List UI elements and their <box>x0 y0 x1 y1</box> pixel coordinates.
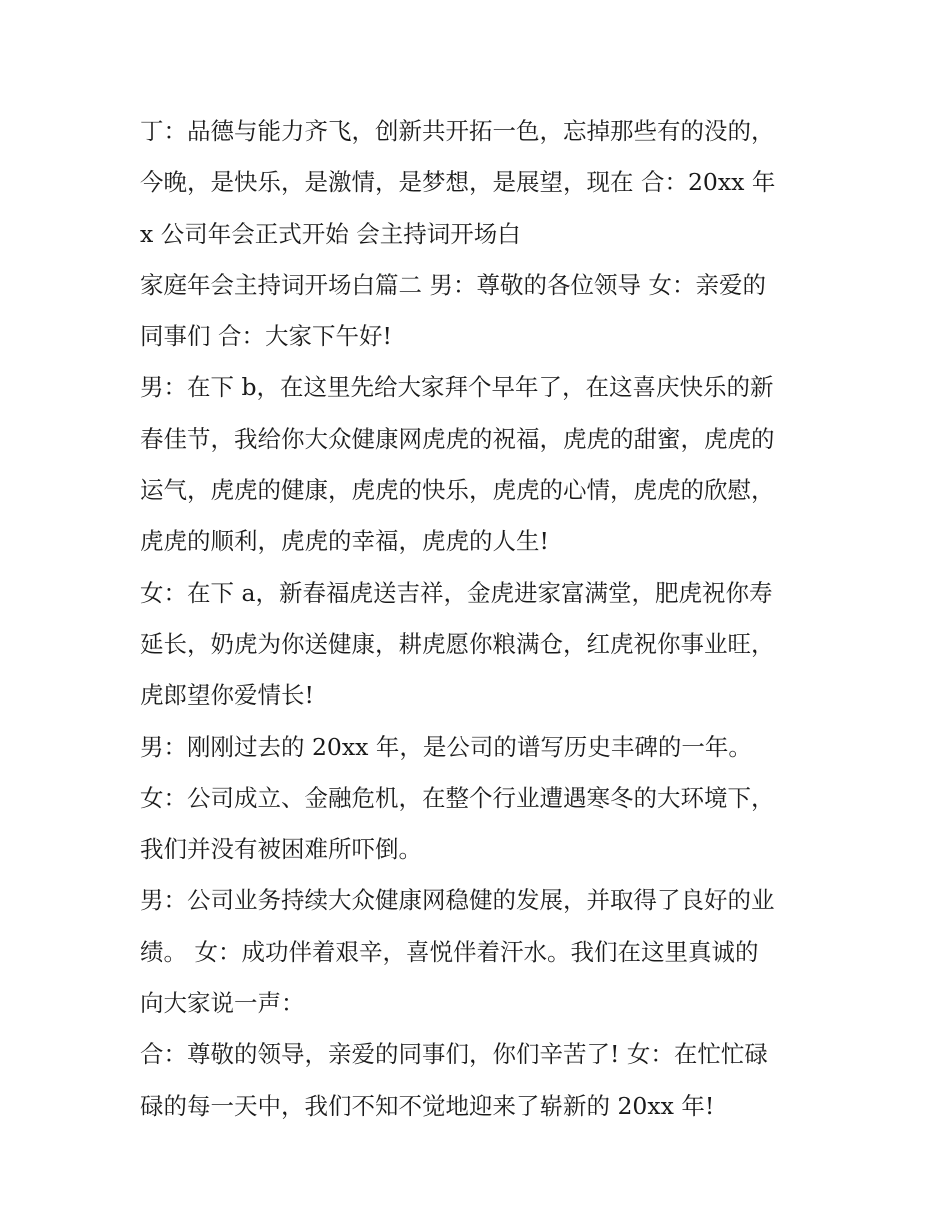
text-line: 合：尊敬的领导，亲爱的同事们，你们辛苦了! 女：在忙忙碌 <box>140 1040 768 1069</box>
text-line: 虎郎望你爱情长! <box>140 681 314 710</box>
text-line: 女：在下 a，新春福虎送吉祥，金虎进家富满堂，肥虎祝你寿 <box>140 578 773 607</box>
text-line: 运气，虎虎的健康，虎虎的快乐，虎虎的心情，虎虎的欣慰， <box>140 476 775 505</box>
text-line: 春佳节，我给你大众健康网虎虎的祝福，虎虎的甜蜜，虎虎的 <box>140 424 775 453</box>
text-line: x 公司年会正式开始 会主持词开场白 <box>140 219 521 248</box>
text-line: 男：公司业务持续大众健康网稳健的发展，并取得了良好的业 <box>140 886 775 915</box>
text-line: 女：公司成立、金融危机，在整个行业遭遇寒冬的大环境下， <box>140 783 775 812</box>
text-line: 延长，奶虎为你送健康，耕虎愿你粮满仓，红虎祝你事业旺， <box>140 629 775 658</box>
text-line: 男：在下 b，在这里先给大家拜个早年了，在这喜庆快乐的新 <box>140 373 774 402</box>
text-line: 虎虎的顺利，虎虎的幸福，虎虎的人生! <box>140 527 549 556</box>
text-line: 丁：品德与能力齐飞，创新共开拓一色，忘掉那些有的没的， <box>140 117 775 145</box>
document-body <box>140 106 820 1132</box>
text-line: 今晚，是快乐，是激情，是梦想，是展望，现在 合：20xx 年 <box>140 168 776 197</box>
text-line: 我们并没有被困难所吓倒。 <box>140 835 422 864</box>
text-line: 家庭年会主持词开场白篇二 男：尊敬的各位领导 女：亲爱的 <box>140 270 766 299</box>
text-line: 男：刚刚过去的 20xx 年，是公司的谱写历史丰碑的一年。 <box>140 732 752 761</box>
text-line: 碌的每一天中，我们不知不觉地迎来了崭新的 20xx 年! <box>140 1091 715 1120</box>
text-line: 同事们 合：大家下午好! <box>140 322 392 351</box>
text-line: 绩。 女：成功伴着艰辛，喜悦伴着汗水。我们在这里真诚的 <box>140 937 759 966</box>
text-line: 向大家说一声： <box>140 989 305 1018</box>
